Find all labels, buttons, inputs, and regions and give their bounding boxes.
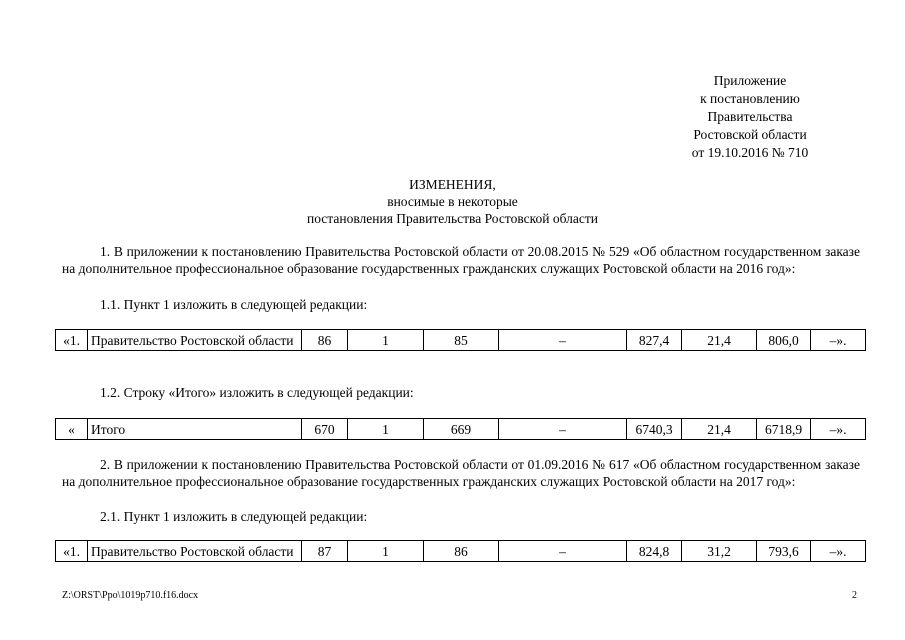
table-cell: – — [499, 419, 627, 440]
appendix-line: Ростовской области — [693, 127, 807, 142]
footer-file-path: Z:\ORST\Ppo\1019p710.f16.docx — [62, 590, 199, 601]
table-cell: 6740,3 — [627, 419, 682, 440]
table-cell: 827,4 — [627, 330, 682, 351]
table-cell: 806,0 — [757, 330, 811, 351]
table-cell: –». — [811, 541, 866, 562]
table-cell: –». — [811, 330, 866, 351]
appendix-line: от 19.10.2016 № 710 — [691, 145, 809, 160]
table-cell: «1. — [56, 330, 88, 351]
document-heading — [200, 176, 705, 227]
table-cell: 793,6 — [757, 541, 811, 562]
appendix-block — [640, 72, 860, 162]
table-cell: 669 — [424, 419, 499, 440]
table-cell: 6718,9 — [757, 419, 811, 440]
appendix-line: к постановлению — [700, 91, 800, 106]
table-row — [56, 541, 866, 562]
table-cell: 21,4 — [682, 419, 757, 440]
section2-intro: 2. В приложении к постановлению Правительства Ростовской области от 01.09.2016 № 617 «Об областном государственном заказе на дополнительное профессиональное образование государственных гражданских служащих Ростовской области на 2017 год»: — [62, 457, 860, 489]
table-cell: 1 — [348, 330, 424, 351]
table-cell: 31,2 — [682, 541, 757, 562]
table-cell: – — [499, 541, 627, 562]
section1-total-table — [55, 418, 866, 440]
table-cell: Правительство Ростовской области — [88, 330, 302, 351]
table-cell: 85 — [424, 330, 499, 351]
table-cell: 86 — [302, 330, 348, 351]
table-cell: 1 — [348, 419, 424, 440]
section2-item: 2.1. Пункт 1 изложить в следующей редакции: — [100, 509, 368, 524]
table-cell: Правительство Ростовской области — [88, 541, 302, 562]
table-cell: 21,4 — [682, 330, 757, 351]
table-cell: Итого — [88, 419, 302, 440]
table-cell: 86 — [424, 541, 499, 562]
table-row — [56, 330, 866, 351]
section1-item2: 1.2. Строку «Итого» изложить в следующей редакции: — [100, 385, 414, 400]
section1-table — [55, 329, 866, 351]
table-cell: 670 — [302, 419, 348, 440]
section2-table — [55, 540, 866, 562]
appendix-line: Правительства — [707, 109, 793, 124]
table-cell: –». — [811, 419, 866, 440]
appendix-line: Приложение — [713, 73, 787, 88]
page-number: 2 — [852, 590, 857, 601]
table-cell: «1. — [56, 541, 88, 562]
table-row — [56, 419, 866, 440]
heading-subtitle: постановления Правительства Ростовской области — [307, 211, 598, 226]
section1-item: 1.1. Пункт 1 изложить в следующей редакции: — [100, 297, 368, 312]
section1-intro: 1. В приложении к постановлению Правительства Ростовской области от 20.08.2015 № 529 «Об областном государственном заказе на дополнительное профессиональное образование государственных гражданских служащих Ростовской области на 2016 год»: — [62, 244, 860, 276]
table-cell: 1 — [348, 541, 424, 562]
heading-title: ИЗМЕНЕНИЯ, — [409, 177, 496, 192]
table-cell: « — [56, 419, 88, 440]
table-cell: 87 — [302, 541, 348, 562]
table-cell: – — [499, 330, 627, 351]
heading-subtitle: вносимые в некоторые — [387, 194, 518, 209]
table-cell: 824,8 — [627, 541, 682, 562]
